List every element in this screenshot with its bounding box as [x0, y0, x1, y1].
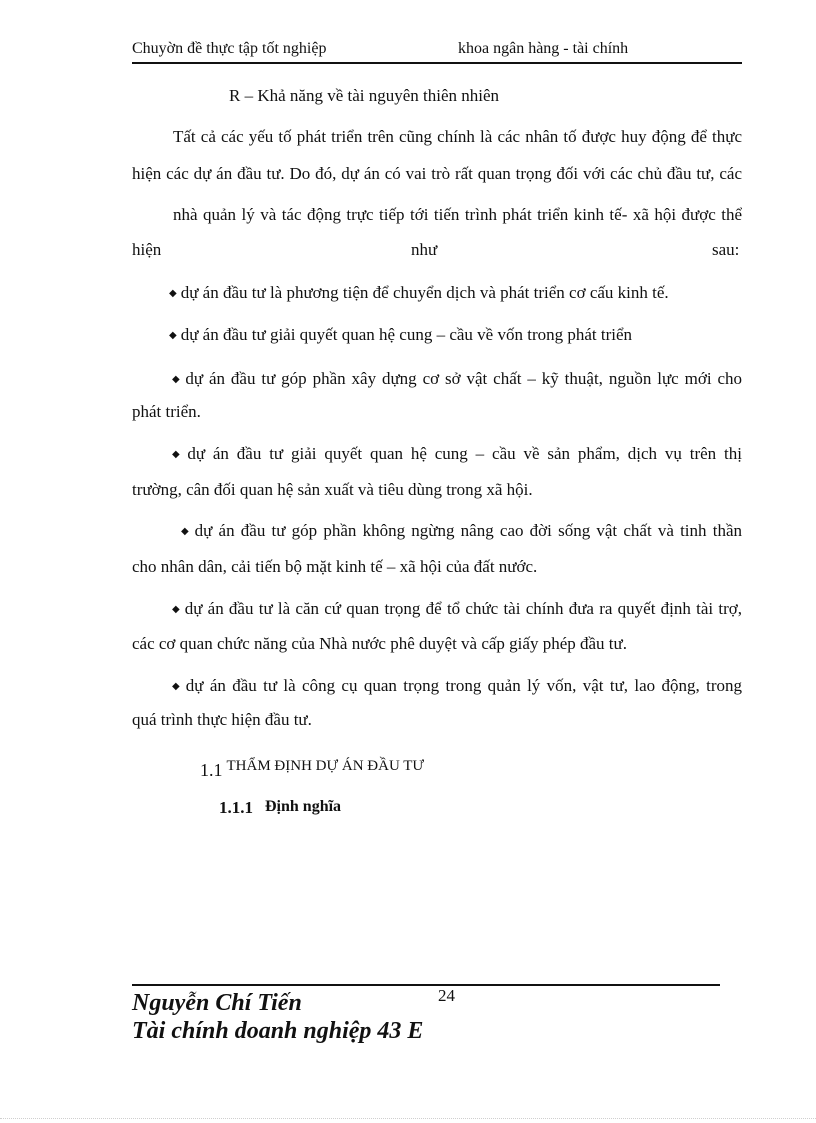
bullet-item-7 [172, 676, 742, 699]
header-left-title: Chuyờn đề thực tập tốt nghiệp [132, 40, 327, 57]
subsection-title: Định nghĩa [265, 798, 342, 815]
intro-word-sau: sau: [712, 240, 740, 259]
bullet-diamond-icon: ◆ [169, 330, 177, 341]
bullet-item-5-continuation: cho nhân dân, cải tiến bộ mặt kinh tế – xã hội của đất nước. [132, 557, 538, 576]
bullet-item-7-continuation: quá trình thực hiện đầu tư. [132, 710, 312, 729]
bullet-item-4-continuation: trường, cân đối quan hệ sản xuất và tiêu dùng trong xã hội. [132, 480, 533, 499]
bullet-diamond-icon: ◆ [169, 288, 177, 299]
subheading-natural-resources: R – Khả năng về tài nguyên thiên nhiên [229, 86, 500, 105]
bullet-text: dự án đầu tư góp phần không ngừng nâng cao đời sống vật chất và tinh thần [194, 521, 742, 540]
page-bottom-edge [0, 1118, 816, 1119]
section-title: THẨM ĐỊNH DỰ ÁN ĐẦU TƯ [226, 758, 425, 774]
bullet-diamond-icon: ◆ [172, 681, 182, 692]
bullet-diamond-icon: ◆ [172, 449, 184, 460]
bullet-item-6 [172, 599, 742, 622]
bullet-item-1 [169, 283, 742, 306]
bullet-diamond-icon: ◆ [172, 604, 181, 615]
bullet-item-6-continuation: các cơ quan chức năng của Nhà nước phê duyệt và cấp giấy phép đầu tư. [132, 634, 627, 653]
intro-line-3: nhà quản lý và tác động trực tiếp tới tiến trình phát triển kinh tế- xã hội được thể [173, 205, 742, 224]
bullet-text: dự án đầu tư là công cụ quan trọng trong quản lý vốn, vật tư, lao động, trong [185, 676, 742, 695]
bullet-text: dự án đầu tư giải quyết quan hệ cung – cầu về sản phẩm, dịch vụ trên thị [187, 444, 742, 463]
section-number: 1.1 [200, 760, 223, 780]
header-right-title: khoa ngân hàng - tài chính [458, 40, 629, 57]
intro-word-hien: hiện [132, 240, 162, 259]
bullet-text: dự án đầu tư giải quyết quan hệ cung – cầu về vốn trong phát triển [180, 325, 633, 344]
section-heading [200, 758, 600, 784]
bullet-diamond-icon: ◆ [172, 374, 182, 385]
subsection-heading [219, 796, 619, 821]
intro-word-nhu: như [411, 240, 438, 259]
subsection-number: 1.1.1 [219, 798, 253, 817]
bullet-text: dự án đầu tư là phương tiện để chuyển dịch và phát triển cơ cấu kinh tế. [180, 283, 669, 302]
footer-class: Tài chính doanh nghiệp 43 E [132, 1018, 424, 1044]
bullet-item-3 [172, 369, 742, 392]
bullet-item-3-continuation: phát triển. [132, 402, 201, 421]
bullet-item-5 [181, 521, 742, 544]
footer-author: Nguyễn Chí Tiến [132, 990, 302, 1016]
intro-line-2: hiện các dự án đầu tư. Do đó, dự án có vai trò rất quan trọng đối với các chủ đầu tư, các [132, 164, 742, 183]
footer-rule [132, 984, 720, 986]
intro-line-1: Tất cả các yếu tố phát triển trên cũng chính là các nhân tố được huy động để thực [173, 127, 742, 146]
bullet-item-2 [169, 325, 742, 348]
bullet-diamond-icon: ◆ [181, 526, 191, 537]
bullet-item-4 [172, 444, 742, 467]
header-rule [132, 62, 742, 64]
bullet-text: dự án đầu tư là căn cứ quan trọng để tổ chức tài chính đưa ra quyết định tài trợ, [184, 599, 742, 618]
bullet-text: dự án đầu tư góp phần xây dựng cơ sở vật chất – kỹ thuật, nguồn lực mới cho [185, 369, 742, 388]
page-number: 24 [438, 986, 455, 1005]
